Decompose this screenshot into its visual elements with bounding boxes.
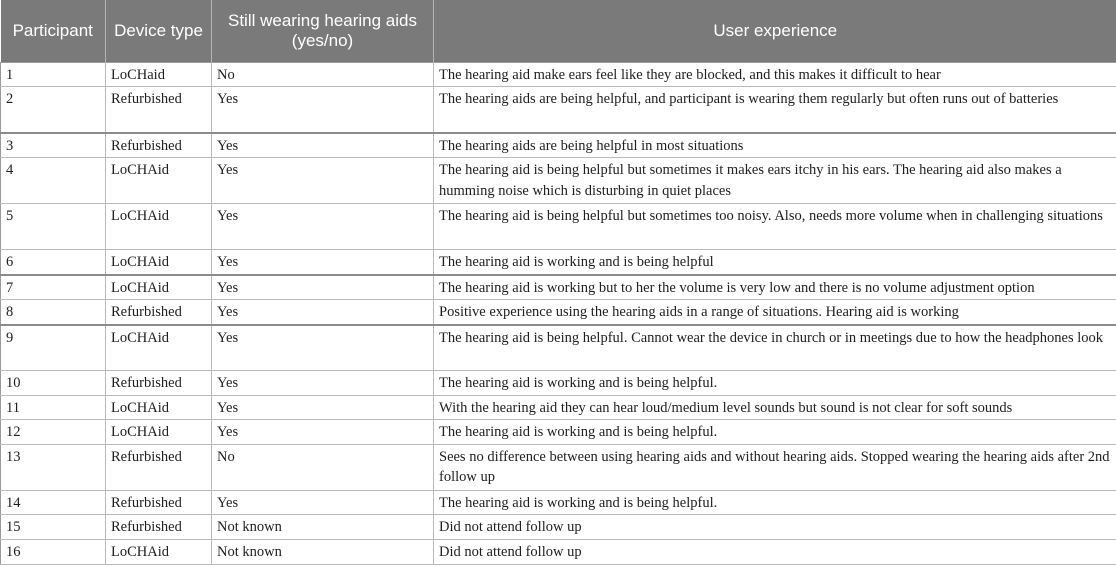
- cell-user-experience: The hearing aid is being helpful. Cannot wear the device in church or in meetings due to how the headphones look: [434, 325, 1116, 371]
- cell-device-type: Refurbished: [106, 133, 212, 158]
- cell-still-wearing: Yes: [212, 325, 434, 371]
- cell-device-type: Refurbished: [106, 300, 212, 325]
- cell-participant: 3: [1, 133, 106, 158]
- cell-device-type: LoCHAid: [106, 420, 212, 445]
- cell-still-wearing: Yes: [212, 395, 434, 420]
- cell-participant: 11: [1, 395, 106, 420]
- table-row: [1, 540, 1116, 565]
- cell-device-type: LoCHaid: [106, 62, 212, 87]
- cell-participant: 6: [1, 250, 106, 275]
- cell-user-experience: The hearing aid is working but to her the volume is very low and there is no volume adjustment option: [434, 275, 1116, 300]
- cell-participant: 1: [1, 62, 106, 87]
- cell-device-type: LoCHAid: [106, 204, 212, 250]
- cell-user-experience: The hearing aids are being helpful, and participant is wearing them regularly but often runs out of batteries: [434, 87, 1116, 133]
- cell-participant: 2: [1, 87, 106, 133]
- cell-still-wearing: No: [212, 444, 434, 490]
- cell-participant: 16: [1, 540, 106, 565]
- cell-user-experience: The hearing aid is working and is being helpful.: [434, 490, 1116, 515]
- cell-participant: 8: [1, 300, 106, 325]
- cell-user-experience: The hearing aid is working and is being helpful.: [434, 420, 1116, 445]
- cell-device-type: Refurbished: [106, 490, 212, 515]
- cell-still-wearing: Not known: [212, 540, 434, 565]
- cell-still-wearing: Yes: [212, 133, 434, 158]
- cell-participant: 12: [1, 420, 106, 445]
- cell-user-experience: The hearing aid is working and is being helpful.: [434, 371, 1116, 396]
- cell-still-wearing: Yes: [212, 275, 434, 300]
- cell-still-wearing: Not known: [212, 515, 434, 540]
- header-user-experience: User experience: [434, 0, 1116, 62]
- cell-device-type: LoCHAid: [106, 325, 212, 371]
- table-body: [1, 62, 1116, 564]
- cell-still-wearing: Yes: [212, 420, 434, 445]
- cell-user-experience: The hearing aid make ears feel like they are blocked, and this makes it difficult to hear: [434, 62, 1116, 87]
- cell-user-experience: Did not attend follow up: [434, 540, 1116, 565]
- cell-participant: 7: [1, 275, 106, 300]
- table-row: [1, 133, 1116, 158]
- table-row: [1, 62, 1116, 87]
- header-row: [1, 0, 1116, 62]
- cell-still-wearing: Yes: [212, 250, 434, 275]
- cell-device-type: LoCHAid: [106, 158, 212, 204]
- table-row: [1, 395, 1116, 420]
- cell-participant: 14: [1, 490, 106, 515]
- cell-device-type: Refurbished: [106, 444, 212, 490]
- table-row: [1, 300, 1116, 325]
- cell-still-wearing: No: [212, 62, 434, 87]
- cell-user-experience: Positive experience using the hearing aids in a range of situations. Hearing aid is working: [434, 300, 1116, 325]
- table-row: [1, 275, 1116, 300]
- cell-participant: 5: [1, 204, 106, 250]
- table-row: [1, 325, 1116, 371]
- cell-participant: 15: [1, 515, 106, 540]
- cell-still-wearing: Yes: [212, 300, 434, 325]
- cell-user-experience: The hearing aid is being helpful but sometimes it makes ears itchy in his ears. The hearing aid also makes a humming noise which is disturbing in quiet places: [434, 158, 1116, 204]
- table-row: [1, 490, 1116, 515]
- cell-still-wearing: Yes: [212, 371, 434, 396]
- cell-participant: 9: [1, 325, 106, 371]
- cell-device-type: LoCHAid: [106, 250, 212, 275]
- cell-still-wearing: Yes: [212, 204, 434, 250]
- cell-user-experience: The hearing aid is being helpful but sometimes too noisy. Also, needs more volume when in challenging situations: [434, 204, 1116, 250]
- cell-still-wearing: Yes: [212, 158, 434, 204]
- header-still-wearing: Still wearing hearing aids (yes/no): [212, 0, 434, 62]
- cell-device-type: Refurbished: [106, 371, 212, 396]
- table-row: [1, 204, 1116, 250]
- cell-user-experience: Did not attend follow up: [434, 515, 1116, 540]
- header-device-type: Device type: [106, 0, 212, 62]
- cell-device-type: Refurbished: [106, 87, 212, 133]
- cell-participant: 10: [1, 371, 106, 396]
- cell-device-type: Refurbished: [106, 515, 212, 540]
- table-row: [1, 444, 1116, 490]
- cell-participant: 13: [1, 444, 106, 490]
- cell-user-experience: With the hearing aid they can hear loud/medium level sounds but sound is not clear for soft sounds: [434, 395, 1116, 420]
- cell-still-wearing: Yes: [212, 87, 434, 133]
- table-row: [1, 158, 1116, 204]
- cell-still-wearing: Yes: [212, 490, 434, 515]
- cell-device-type: LoCHAid: [106, 395, 212, 420]
- cell-participant: 4: [1, 158, 106, 204]
- header-participant: Participant: [1, 0, 106, 62]
- table-header: [1, 0, 1116, 62]
- table-row: [1, 87, 1116, 133]
- table-row: [1, 371, 1116, 396]
- cell-device-type: LoCHAid: [106, 540, 212, 565]
- table-row: [1, 420, 1116, 445]
- cell-user-experience: Sees no difference between using hearing aids and without hearing aids. Stopped wearing the hearing aids after 2nd follow up: [434, 444, 1116, 490]
- cell-device-type: LoCHAid: [106, 275, 212, 300]
- table-row: [1, 515, 1116, 540]
- cell-user-experience: The hearing aid is working and is being helpful: [434, 250, 1116, 275]
- cell-user-experience: The hearing aids are being helpful in most situations: [434, 133, 1116, 158]
- table-row: [1, 250, 1116, 275]
